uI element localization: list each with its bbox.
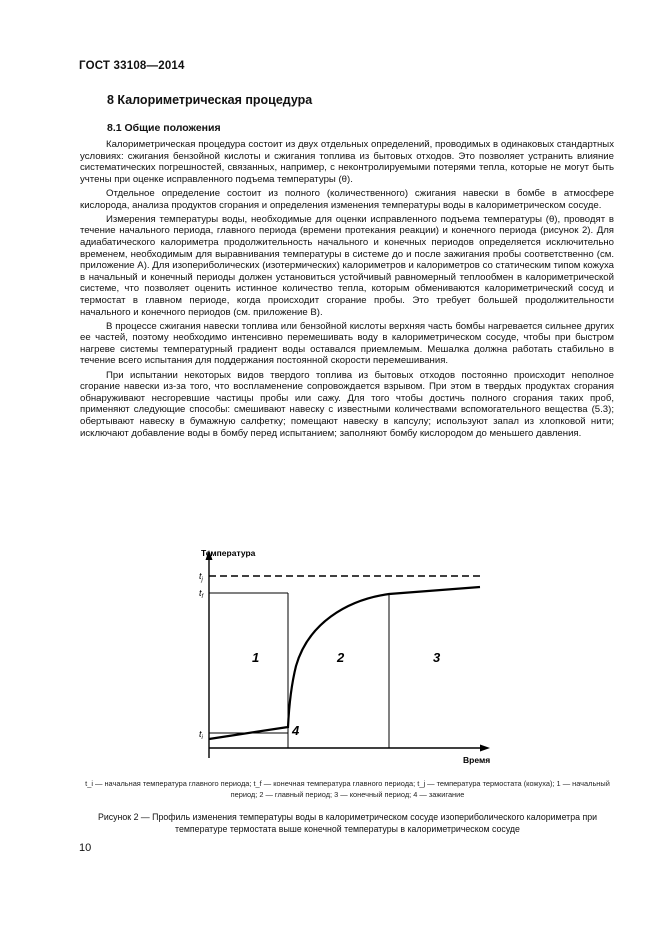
y-axis-label: Температура [201, 548, 256, 558]
figure-caption: Рисунок 2 — Профиль изменения температуры воды в калориметрическом сосуде изопериболического калориметра при температуре термостата выше конечной температуры в калориметрическом сосуде [97, 812, 598, 834]
paragraph-2: Отдельное определение состоит из полного (количественного) сжигания навески в бомбе в атмосфере кислорода, анализа продуктов сгорания и определения изменения температуры воды в калориметрическом сосуде. [80, 187, 614, 211]
paragraph-3: Измерения температуры воды, необходимые для оценки исправленного подъема температуры (θ), проводят в течение начального периода, главного периода (времени протекания реакции) и конечного периода (рисунок 2). Для адиабатического калориметра продолжительность начального и конечных периодов определяется исключительно временем, необходимым для выравнивания температуры в системе до и после зажигания пробы соответственно (см. приложение А). Для изопериболических (изотермических) калориметров и калориметров со статическим типом кожуха в начальный и конечный периоды должен установиться устойчивый равномерный теплообмен в калориметрической системе, что позволяет оценить истинное количество тепла, которым обмениваются калориметрический сосуд и термостат в главном периоде, когда происходит сгорание пробы. Это требует большей продолжительности начального и конечного периодов (см. приложение В). [80, 213, 614, 318]
period-1-label: 1 [252, 650, 260, 665]
body-text [80, 139, 614, 442]
paragraph-1: Калориметрическая процедура состоит из двух отдельных определений, проводимых в одинаковых стандартных условиях: сжигания бензойной кислоты и сжигания топлива из бытовых отходов. Это позволяет устранить влияние систематических погрешностей, связанных, например, с неконтролируемыми потерями тепла, которые не могут быть учтены при оценке исправленного подъема температуры (θ). [80, 139, 614, 185]
temperature-profile-diagram [196, 546, 496, 768]
period-3-label: 3 [433, 650, 441, 665]
x-axis-arrow [480, 745, 490, 752]
x-axis-label: Время [463, 755, 491, 765]
ignition-label: 4 [292, 723, 300, 738]
page-number: 10 [79, 842, 92, 854]
paragraph-5: При испытании некоторых видов твердого топлива из бытовых отходов постоянно происходит неполное сгорание навески из-за того, что воспламенение сопровождается взрывом. При этом в твердых продуктах сгорания обнаруживают несгоревшие частицы пробы или сажу. Для того чтобы достичь полного сгорания таких проб, применяют следующие способы: смешивают навеску с известными количествами вспомогательного вещества (5.3); обертывают навеску в бумажную салфетку; помещают навеску в капсулу; используют запал из хлопковой нити; исключают добавление воды в бомбу перед испытанием; заполняют бомбу кислородом до меньшего давления. [80, 369, 614, 439]
figure-legend: t_i — начальная температура главного периода; t_f — конечная температура главного периода; t_j — температура термостата (кожуха); 1 — начальный период; 2 — главный период; 3 — конечный период; 4 — зажигание [85, 779, 610, 799]
standard-header: ГОСТ 33108—2014 [79, 60, 185, 72]
section-title: 8 Калориметрическая процедура [107, 93, 313, 107]
tf-label: $t_f$ [199, 588, 204, 600]
paragraph-4: В процессе сжигания навески топлива или бензойной кислоты верхняя часть бомбы нагревается сильнее других ее частей, поэтому необходимо интенсивно перемешивать воду в калориметрическом сосуде, чтобы при быстром нагреве системы температурный градиент воды оставался приемлемым. Мешалка должна работать стабильно в течение всего испытания для поддержания постоянной скорости перемешивания. [80, 320, 614, 367]
subsection-title: 8.1 Общие положения [107, 122, 221, 134]
temperature-profile-figure [196, 546, 496, 773]
ti-label: $t_i$ [199, 729, 203, 741]
period-2-label: 2 [337, 650, 345, 665]
tj-label: $t_j$ [199, 571, 203, 583]
